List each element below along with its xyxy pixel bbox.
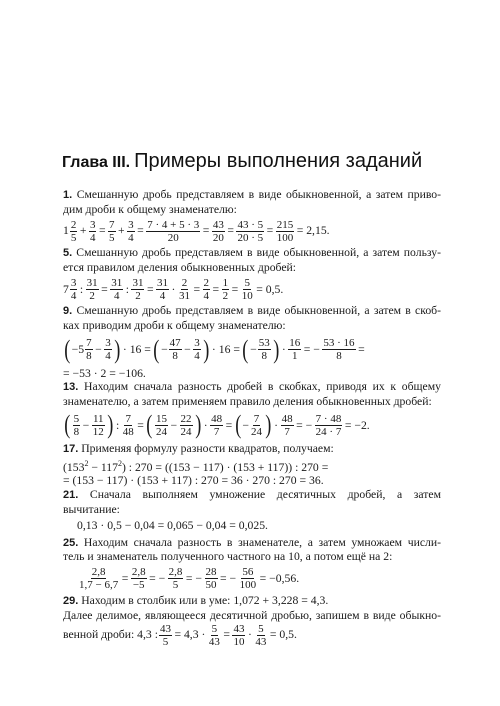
- task-1-number: 1.: [63, 189, 73, 201]
- task-25-text2: тель и знаменатель полученного частного на 10, а потом ещё на 2:: [63, 550, 393, 564]
- task-25-line1: Находим сначала разность в знаменателе, а затем умножаем числи-: [83, 535, 441, 549]
- task-21-line1: Сначала выполняем умножение десятичных дробей, а затем: [89, 488, 441, 502]
- task-1-text: [63, 188, 441, 203]
- task-21-text: [63, 488, 441, 503]
- task-1-line1: Смешанную дробь представляем в виде обыкновенной, а затем приво-: [76, 188, 441, 201]
- task-9-text: [63, 304, 441, 319]
- task-5-text: [63, 246, 441, 261]
- task-13-line1: Находим сначала разность дробей в скобках, приводя их к общему: [84, 380, 441, 394]
- chapter-label: Глава III.: [62, 154, 131, 171]
- task-17-eq1-rest: ((153 − 117) · (153 + 117)) : 270 =: [164, 460, 329, 474]
- task-29-equation: венной дроби: 4,3 : $\frac{43}{5}$ = 4,3 · $\frac{5}{43}$ = $\frac{43}{10}$ · $\frac{5}{43}$ = 0,5.: [63, 622, 297, 648]
- task-9-number: 9.: [63, 305, 73, 318]
- task-25-equation: $\frac{2,8}{1,7 - 6,7}$ = $\frac{2,8}{-5}$ = − $\frac{2,8}{5}$ = − $\frac{28}{50}$ = − $\frac{56}{100}$ = −0,56.: [79, 566, 300, 592]
- task-17-number: 17.: [63, 443, 79, 456]
- task-13-equation: ( $\frac{5}{8}$ − $\frac{11}{12}$ ) : $\frac{7}{48}$ = ( $\frac{15}{24}$ − $\frac{22}{24}$ ) · $\frac{48}{7}$ = ( − $\frac{7}{24}$ ) · $\frac{48}{7}$ = − $\frac{7 \cdot 48}{24 \cdot 7}$ = −2.: [64, 410, 370, 440]
- task-21-number: 21.: [63, 489, 79, 502]
- task-9-line1: Смешанную дробь представляем в виде обыкновенной, а затем в скоб-: [76, 304, 442, 318]
- chapter-heading: [62, 150, 422, 173]
- task-5-text2: ется правилом деления обыкновенных дробей:: [63, 260, 297, 274]
- chapter-title: Примеры выполнения заданий: [134, 150, 423, 172]
- page-content: [63, 188, 441, 648]
- task-9-result: = −53 · 2 = −106.: [63, 366, 146, 380]
- task-17-line1: Применяя формулу разности квадратов, получаем:: [81, 442, 334, 456]
- task-1-equation: 1 $\frac{2}{5}$ + $\frac{3}{4}$ = $\frac{7}{5}$ + $\frac{3}{4}$ = $\frac{7 \cdot 4 + 5 \cdot 3}{20}$ = $\frac{43}{20}$ = $\frac{43 \cdot 5}{20 \cdot 5}$ = $\frac{215}{100}$ = 2,15.: [63, 218, 330, 244]
- task-29-text2: Далее делимое, являющееся десятичной дробью, запишем в виде обыкно-: [63, 608, 441, 622]
- task-17-eq2: = (153 − 117) · (153 + 117) : 270 = 36 · 270 : 270 = 36.: [63, 474, 324, 488]
- task-29-line1: Находим в столбик или в уме: 1,072 + 3,228 = 4,3.: [81, 593, 329, 607]
- task-5-line1: Смешанную дробь представляем в виде обыкновенной, а затем пользу-: [76, 246, 442, 260]
- task-17-text: [63, 442, 441, 457]
- task-1-text2: дим дроби к общему знаменателю:: [63, 202, 237, 216]
- task-9-text2: ках приводим дроби к общему знаменателю:: [63, 318, 286, 332]
- task-21-equation: 0,13 · 0,5 − 0,04 = 0,065 − 0,04 = 0,025.: [77, 519, 268, 533]
- task-13-text: [63, 380, 441, 395]
- task-29-text: [63, 594, 441, 609]
- task-21-text2: вычитание:: [63, 502, 120, 516]
- task-29-number: 29.: [63, 594, 79, 607]
- task-9-equation: ( −5 $\frac{7}{8}$ − $\frac{3}{4}$ ) · 16 = ( − $\frac{47}{8}$ − $\frac{3}{4}$ ) · 16 = ( − $\frac{53}{8}$ ) · $\frac{16}{1}$ = − $\frac{53 \cdot 16}{8}$ =: [64, 334, 365, 364]
- task-25-number: 25.: [63, 536, 79, 549]
- task-13-text2: знаменателю, а затем применяем правило деления обыкновенных дробей:: [63, 394, 432, 408]
- task-29-line3: венной дроби: 4,3 :: [63, 628, 158, 642]
- task-5-equation: 7 $\frac{3}{4}$ : $\frac{31}{2}$ = $\frac{31}{4}$ : $\frac{31}{2}$ = $\frac{31}{4}$ · $\frac{2}{31}$ = $\frac{2}{4}$ = $\frac{1}{2}$ = $\frac{5}{10}$ = 0,5.: [63, 276, 284, 302]
- task-13-number: 13.: [63, 381, 79, 394]
- task-5-number: 5.: [63, 247, 73, 260]
- task-25-text: [63, 536, 441, 551]
- task-17-eq1: $(153^2 - 117^2)$ : 270 = ((153 − 117) · (153 + 117)) : 270 =: [63, 458, 329, 474]
